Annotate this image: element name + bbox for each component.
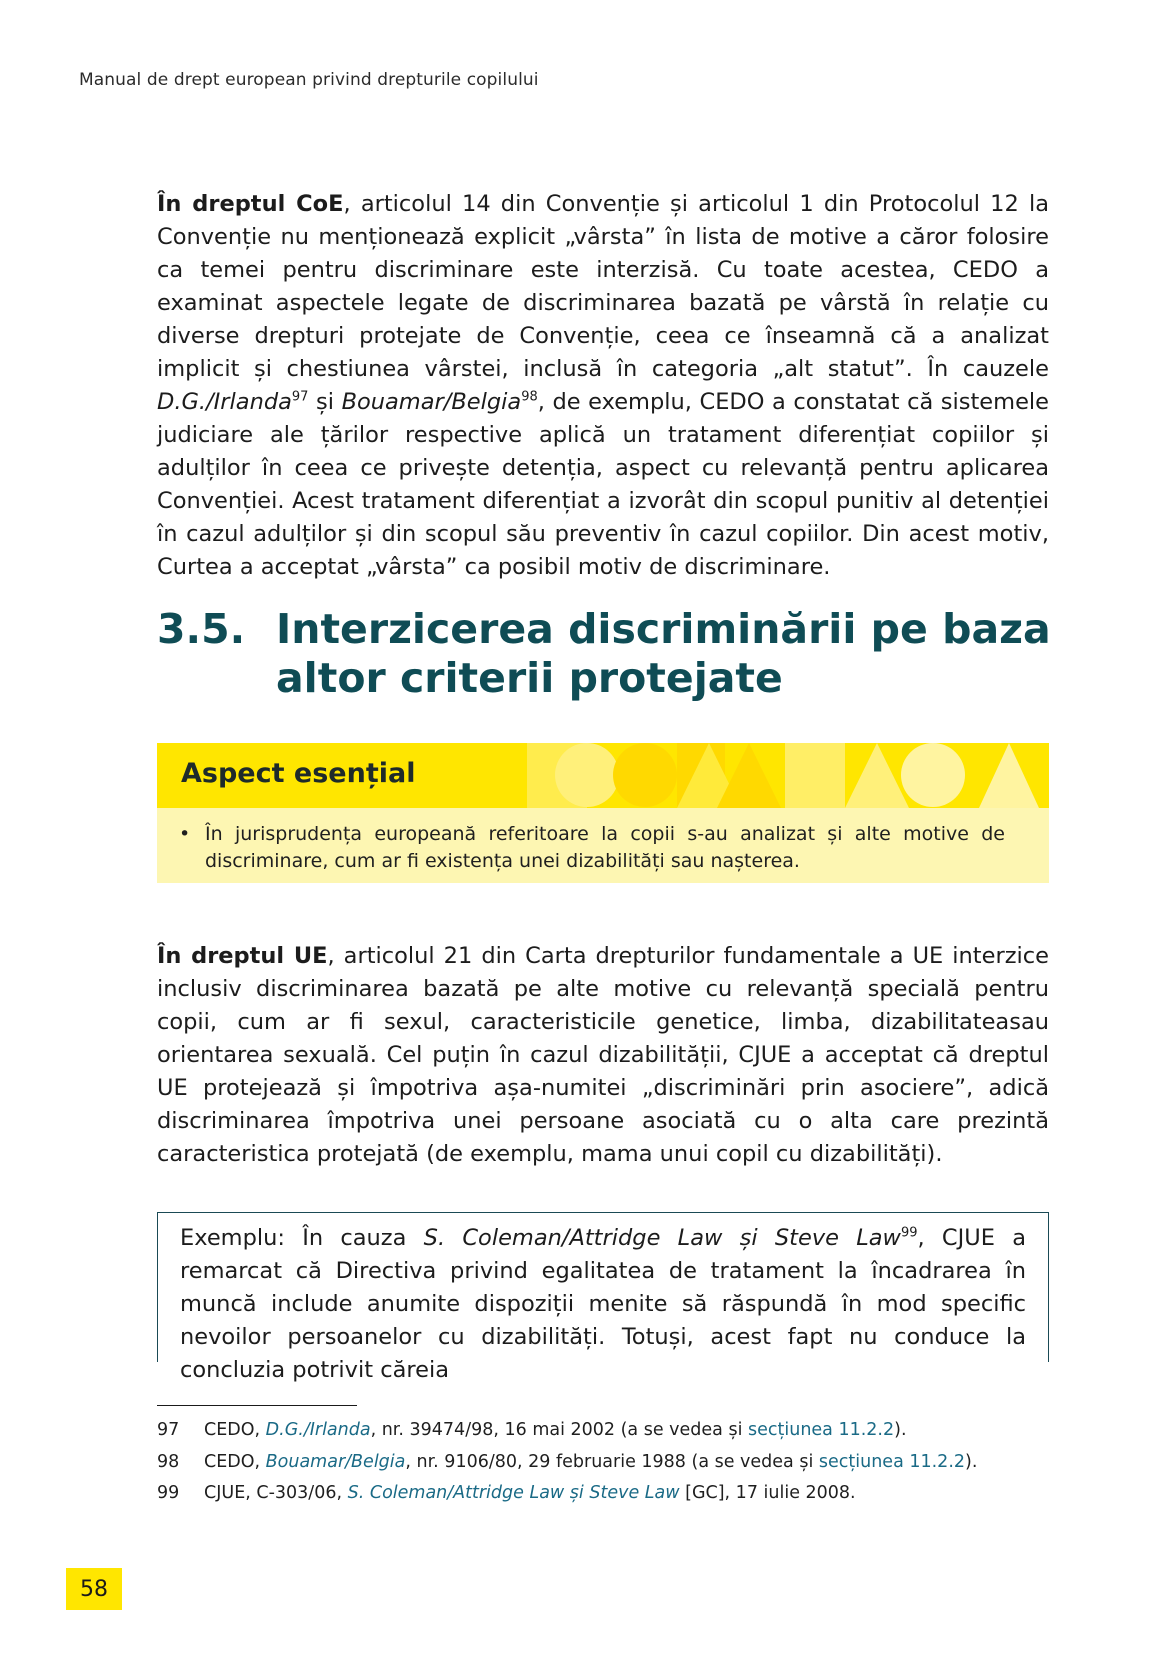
footnote-ref[interactable]: 99 [900,1225,918,1241]
case-link[interactable]: S. Coleman/Attridge Law și Steve Law [347,1483,680,1503]
footnote-text: CJUE, C-303/06, S. Coleman/Attridge Law și Steve Law [GC], 17 iulie 2008. [204,1483,856,1503]
footnote-number: 97 [157,1420,180,1440]
case-link[interactable]: Bouamar/Belgia [265,1452,406,1472]
case-name: Bouamar/Belgia [341,389,522,415]
case-name: D.G./Irlanda [157,389,292,415]
running-header: Manual de drept european privind drepturile copilului [79,70,539,90]
paragraph-eu-law: În dreptul UE, articolul 21 din Carta drepturilor fundamentale a UE interzice inclusiv discriminarea bazată pe alte motive cu relevanță specială pentru copii, cum ar fi sexul, caracteristicile genetice, limba, dizabilitateasau orientarea sexuală. Cel puțin în cazul dizabilității, CJUE a acceptat că dreptul UE protejează și împotriva așa-numitei „discriminări prin asociere”, adică discriminarea împotriva unei persoane asociată cu o alta care prezintă caracteristica protejată (de exemplu, mama unui copil cu dizabilități). [157,943,1049,1167]
footnote-divider [157,1405,357,1406]
case-name: S. Coleman/Attridge Law și Steve Law [423,1225,901,1251]
page-number: 58 [66,1568,122,1610]
section-title: Interzicerea discriminării pe baza altor criterii protejate [276,605,1051,702]
key-point-box [157,743,1049,883]
footnote-ref[interactable]: 98 [521,389,538,405]
footnote-ref[interactable]: 97 [291,389,309,405]
paragraph-lead: În dreptul UE [157,943,328,969]
decorative-shapes-icon [527,743,1049,808]
case-link[interactable]: D.G./Irlanda [265,1420,371,1440]
paragraph-lead: În dreptul CoE [157,191,344,217]
section-number: 3.5. [157,605,246,653]
example-text: Exemplu: În cauza S. Coleman/Attridge Law și Steve Law$^{99}$, CJUE a remarcat că Directiva privind egalitatea de tratament la încadrarea în muncă include anumite dispoziții menite să răspundă în mod specific nevoilor persoanelor cu dizabilități. Totuși, acest fapt nu conduce la concluzia potrivit căreia [180,1225,1026,1383]
key-point-header [157,743,1049,808]
footnote-text: CEDO, D.G./Irlanda, nr. 39474/98, 16 mai 2002 (a se vedea și secțiunea 11.2.2). [204,1420,907,1440]
section-link[interactable]: secțiunea 11.2.2 [818,1452,966,1472]
footnote-number: 98 [157,1452,180,1472]
key-point-text: În jurisprudența europeană referitoare la copii s-au analizat și alte motive de discriminare, cum ar fi existența unei dizabilități sau nașterea. [205,823,1005,872]
footnote-number: 99 [157,1483,180,1503]
key-point-title: Aspect esențial [181,758,416,789]
bullet-icon: • [179,823,191,845]
example-box [157,1212,1049,1383]
footnote-text: CEDO, Bouamar/Belgia, nr. 9106/80, 29 februarie 1988 (a se vedea și secțiunea 11.2.2). [204,1452,978,1472]
paragraph-coe-law: În dreptul CoE, articolul 14 din Convenție și articolul 1 din Protocolul 12 la Convenție nu menționează explicit „vârsta” în lista de motive a căror folosire ca temei pentru discriminare este interzisă. Cu toate acestea, CEDO a examinat aspectele legate de discriminarea bazată pe vârstă în relație cu diverse drepturi protejate de Convenție, ceea ce înseamnă că a analizat implicit și chestiunea vârstei, inclusă în categoria „alt statut”. În cauzele D.G./Irlanda$^{97}$ și Bouamar/Belgia$^{98}$, de exemplu, CEDO a constatat că sistemele judiciare ale țărilor respective aplică un tratament diferențiat copiilor și adulților în ceea ce privește detenția, aspect cu relevanță pentru aplicarea Convenției. Acest tratament diferențiat a izvorât din scopul punitiv al detenției în cazul adulților și din scopul său preventiv în cazul copiilor. Din acest motiv, Curtea a acceptat „vârsta” ca posibil motiv de discriminare. [157,191,1050,580]
section-link[interactable]: secțiunea 11.2.2 [748,1420,895,1440]
